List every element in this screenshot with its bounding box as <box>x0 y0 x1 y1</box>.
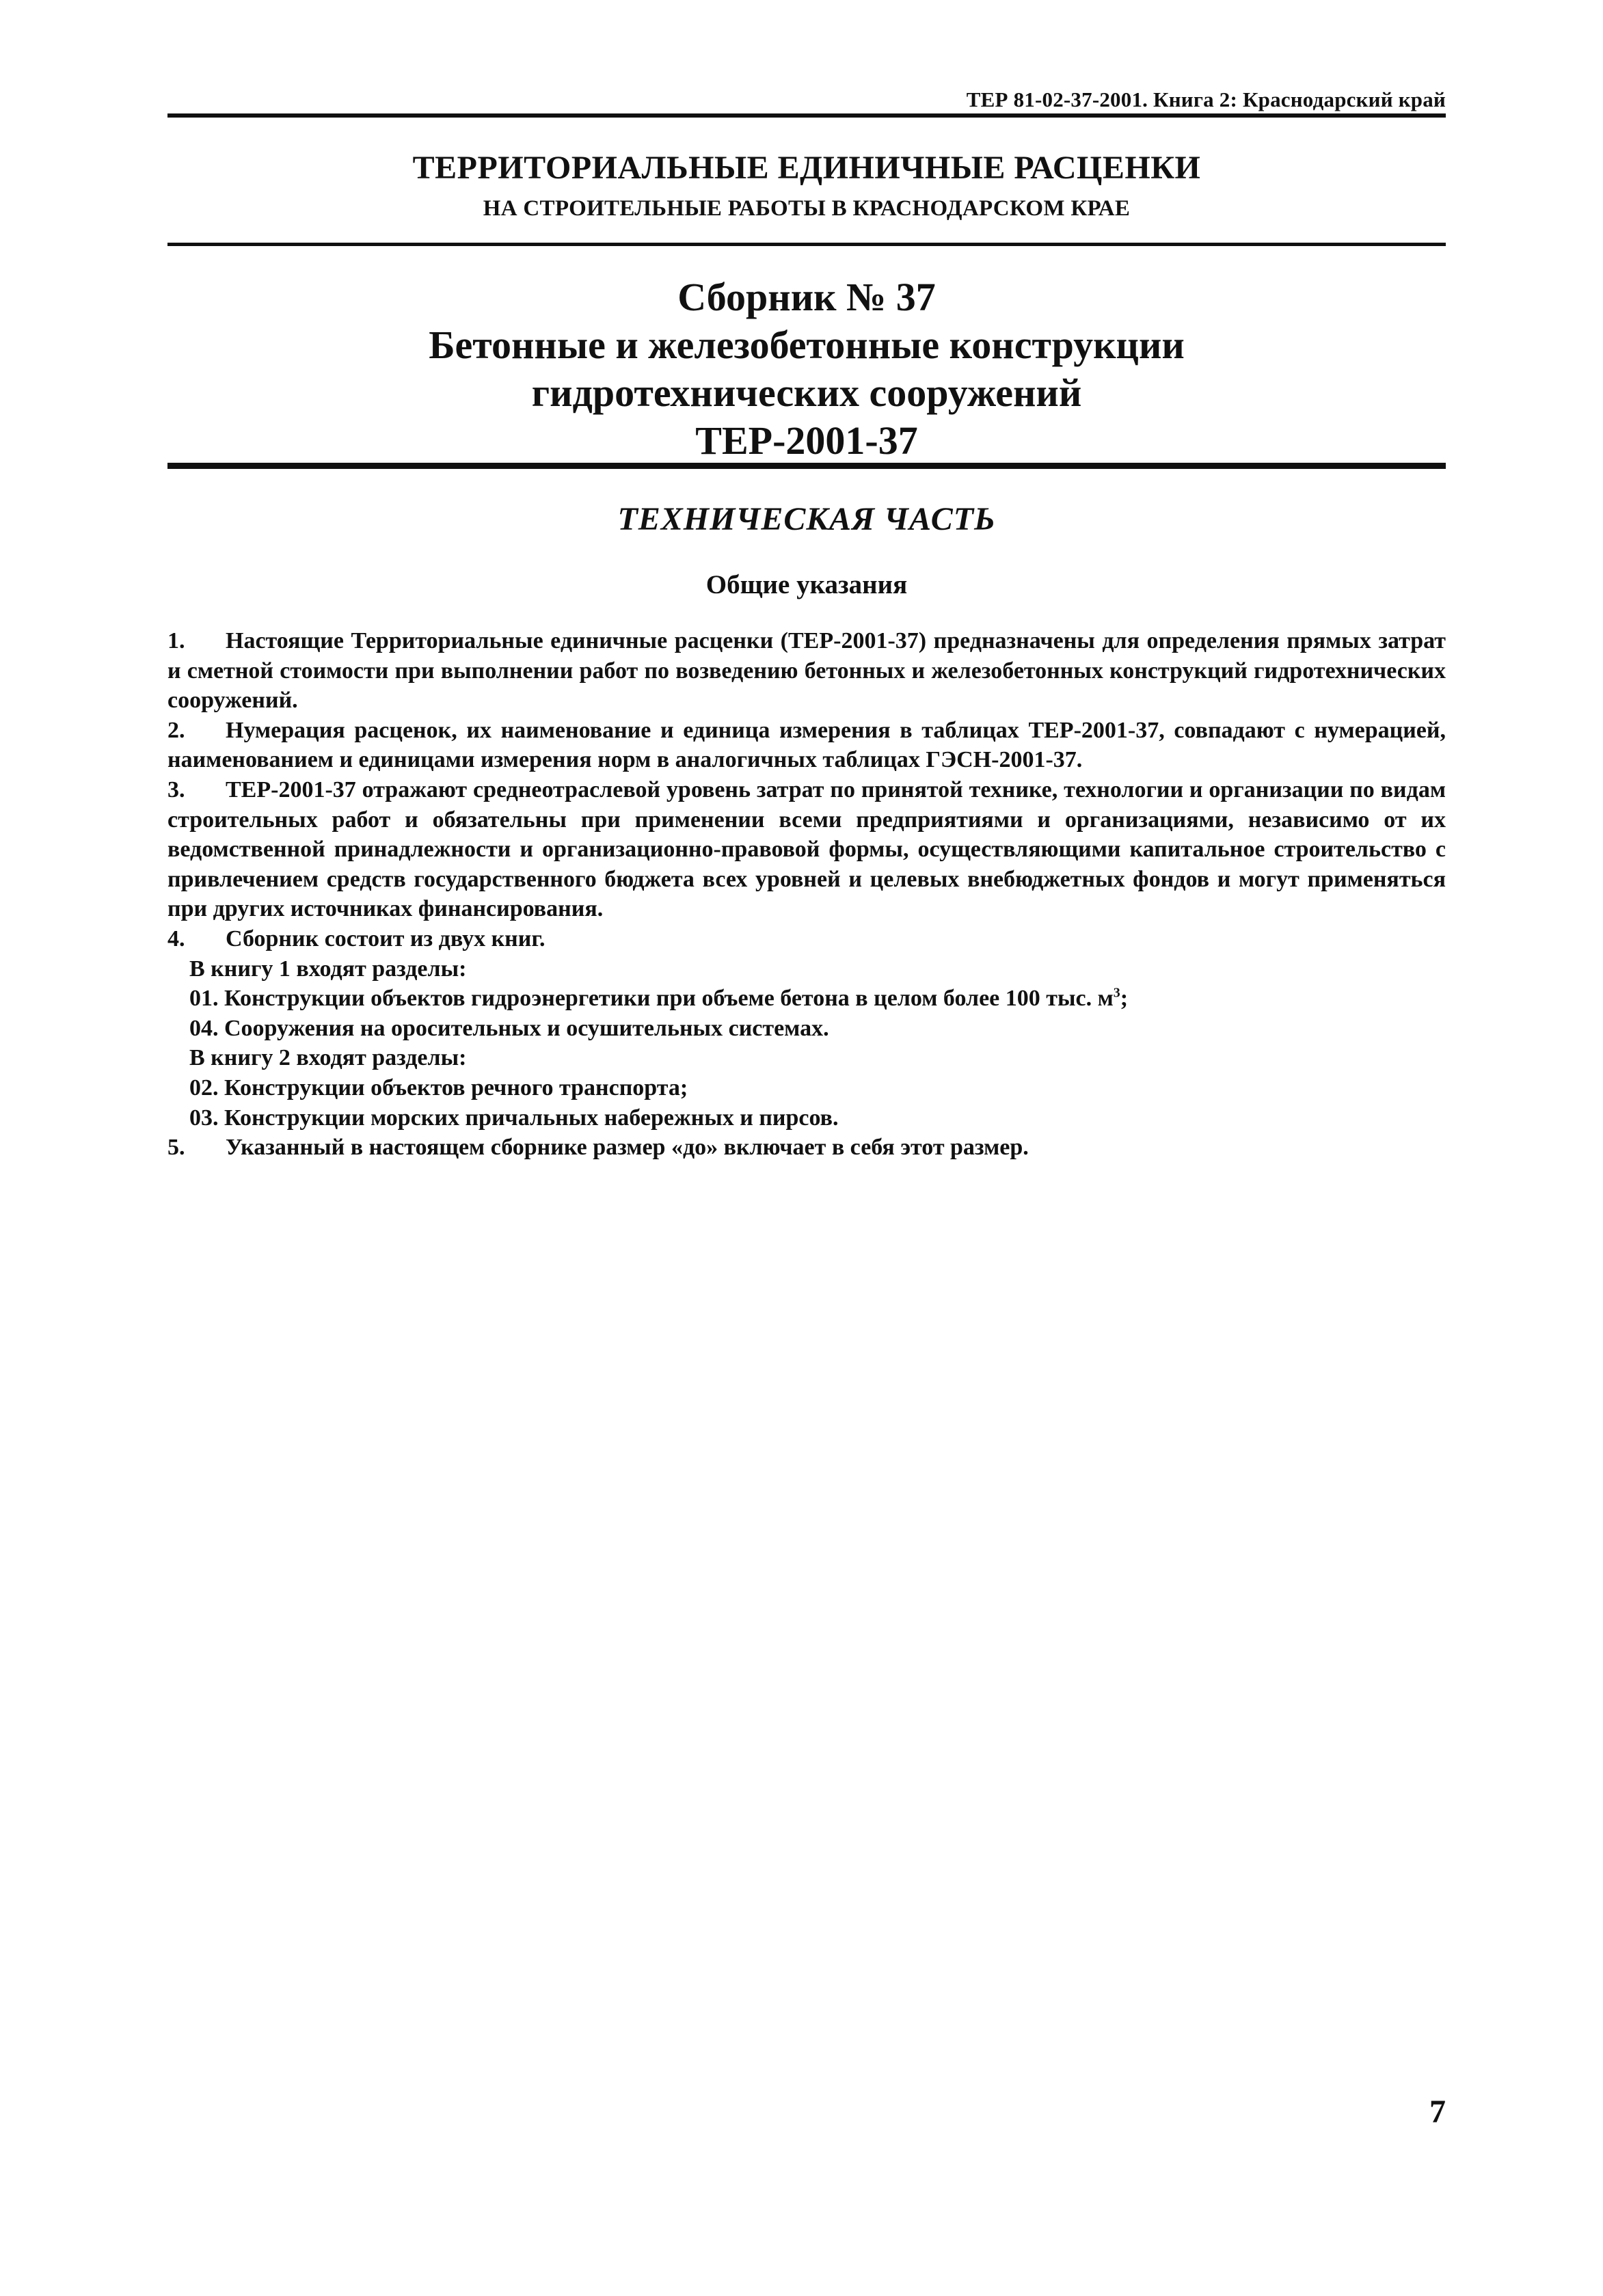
collection-code: ТЕР-2001-37 <box>695 418 918 463</box>
paragraph-number: 3. <box>167 776 185 802</box>
paragraph-number: 5. <box>167 1135 185 1161</box>
book1-item-2: 04. Сооружения на оросительных и осушительных системах. <box>189 1015 829 1041</box>
collection-heading <box>167 273 1446 465</box>
paragraph-text: Настоящие Территориальные единичные расценки (ТЕР-2001-37) предназначены для определения прямых затрат и сметной стоимости при выполнении работ по возведению бетонных и железобетонных конструкций гидротехнических сооружений. <box>167 628 1446 714</box>
paragraph-1 <box>167 626 1446 716</box>
paragraph-number: 2. <box>167 717 185 743</box>
book2-item-1: 02. Конструкции объектов речного транспорта; <box>189 1075 688 1100</box>
collection-name-line2: гидротехнических сооружений <box>531 370 1082 415</box>
document-title: ТЕРРИТОРИАЛЬНЫЕ ЕДИНИЧНЫЕ РАСЦЕНКИ <box>412 150 1201 186</box>
superscript: 3 <box>1113 985 1120 1001</box>
book2-item-2: 03. Конструкции морских причальных набережных и пирсов. <box>189 1105 839 1131</box>
title-rule <box>167 243 1446 246</box>
book1-heading: В книгу 1 входят разделы: <box>189 956 467 982</box>
collection-number: Сборник № 37 <box>677 275 936 319</box>
book1-item-1 <box>167 984 1446 1014</box>
running-header: ТЕР 81-02-37-2001. Книга 2: Краснодарский край <box>966 87 1446 111</box>
header-rule <box>167 113 1446 118</box>
paragraph-text: ТЕР-2001-37 отражают среднеотраслевой уровень затрат по принятой технике, технологии и организации по видам строительных работ и обязательны при применении всеми предприятиями и организациями, независимо от их ведомственной принадлежности и организационно-правовой формы, осуществляющими капитальное строительство с привлечением средств государственного бюджета всех уровней и целевых внебюджетных фондов и могут применяться при других источниках финансирования. <box>167 776 1446 922</box>
collection-name-line1: Бетонные и железобетонные конструкции <box>429 323 1185 367</box>
book2-heading: В книгу 2 входят разделы: <box>189 1045 467 1071</box>
paragraph-3 <box>167 775 1446 924</box>
paragraph-2 <box>167 716 1446 775</box>
paragraph-text: Указанный в настоящем сборнике размер «до» включает в себя этот размер. <box>226 1135 1029 1161</box>
paragraph-4 <box>167 924 1446 954</box>
paragraph-number: 4. <box>167 926 185 951</box>
section-title: ТЕХНИЧЕСКАЯ ЧАСТЬ <box>617 501 996 537</box>
list-item-text: 01. Конструкции объектов гидроэнергетики при объеме бетона в целом более 100 тыс. м <box>189 986 1114 1012</box>
paragraph-text: Сборник состоит из двух книг. <box>226 926 545 951</box>
collection-rule <box>167 463 1446 469</box>
section-subtitle: Общие указания <box>705 570 908 599</box>
page-number: 7 <box>1429 2094 1446 2130</box>
paragraph-text: Нумерация расценок, их наименование и единица измерения в таблицах ТЕР-2001-37, совпадают с нумерацией, наименованием и единицами измерения норм в аналогичных таблицах ГЭСН-2001-37. <box>167 717 1446 773</box>
document-subtitle: НА СТРОИТЕЛЬНЫЕ РАБОТЫ В КРАСНОДАРСКОМ КРАЕ <box>483 196 1131 221</box>
list-item-end: ; <box>1120 986 1129 1012</box>
paragraph-number: 1. <box>167 628 185 653</box>
paragraph-5 <box>167 1133 1446 1163</box>
body-text <box>167 626 1446 1163</box>
